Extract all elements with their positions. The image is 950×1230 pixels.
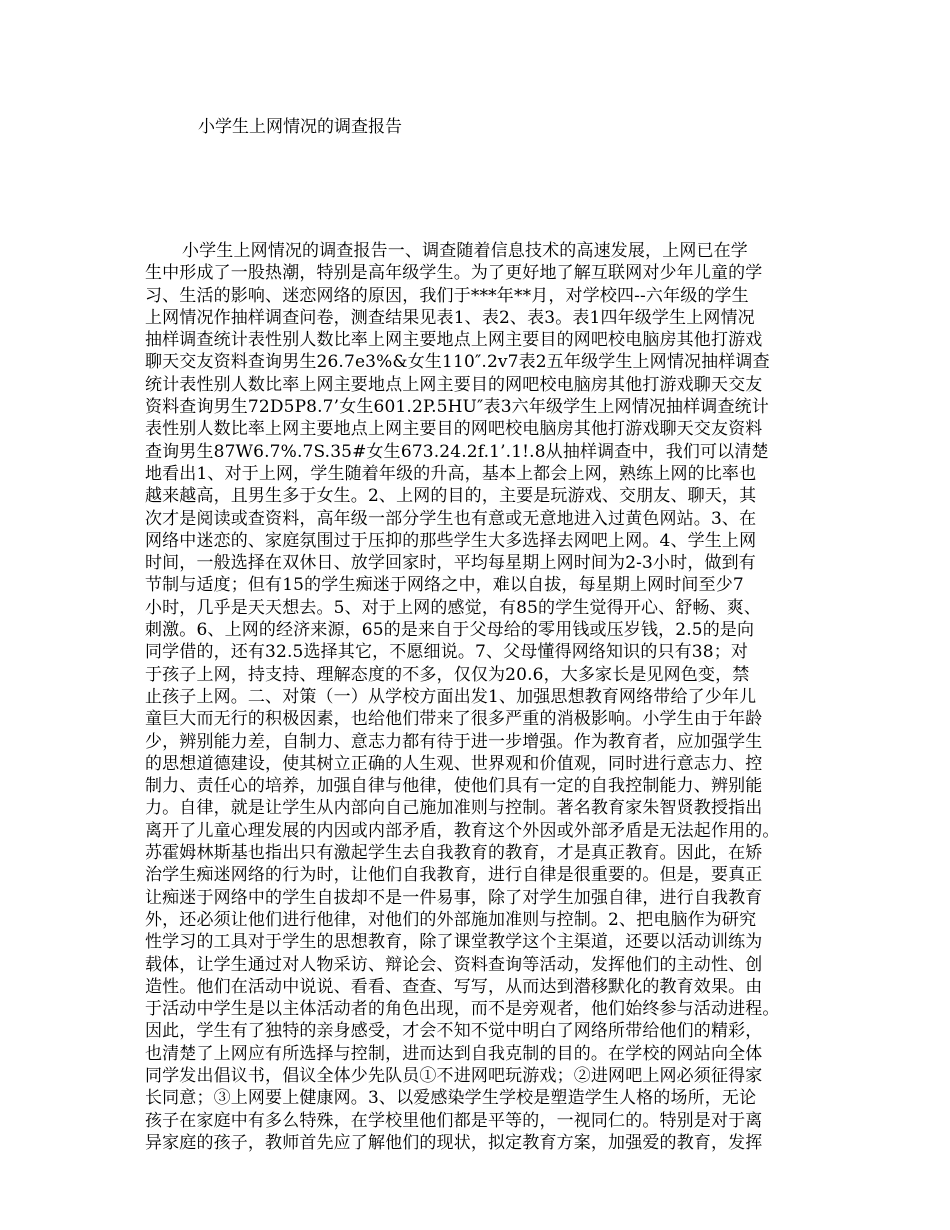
body-line: 地看出1、对于上网，学生随着年级的升高，基本上都会上网，熟练上网的比率也 bbox=[145, 463, 757, 484]
body-line: 于活动中学生是以主体活动者的角色出现，而不是旁观者，他们始终参与活动进程。 bbox=[145, 999, 780, 1020]
body-line: 表性别人数比率上网主要地点上网主要目的网吧校电脑房其他打游戏聊天交友资料 bbox=[145, 419, 763, 440]
body-line: 苏霍姆林斯基也指出只有激起学生去自我教育的教育，才是真正教育。因此，在矫 bbox=[145, 843, 763, 864]
body-line: 童巨大而无行的积极因素，也给他们带来了很多严重的消极影响。小学生由于年龄 bbox=[145, 709, 763, 730]
body-line: 上网情况作抽样调查问卷，测查结果见表1、表2、表3。表1四年级学生上网情况 bbox=[145, 307, 755, 328]
body-line: 习、生活的影响、迷恋网络的原因，我们于***年**月，对学校四--六年级的学生 bbox=[145, 285, 749, 306]
body-line: 越来越高，且男生多于女生。2、上网的目的，主要是玩游戏、交朋友、聊天，其 bbox=[145, 486, 757, 507]
body-line: 次才是阅读或查资料，高年级一部分学生也有意或无意地进入过黄色网站。3、在 bbox=[145, 508, 757, 529]
body-line: 也清楚了上网应有所选择与控制，进而达到自我克制的目的。在学校的网站向全体 bbox=[145, 1043, 763, 1064]
body-line: 抽样调查统计表性别人数比率上网主要地点上网主要目的网吧校电脑房其他打游戏 bbox=[145, 330, 763, 351]
body-line: 于孩子上网，持支持、理解态度的不多，仅仅为20.6，大多家长是见网色变，禁 bbox=[145, 664, 750, 685]
body-line: 孩子在家庭中有多么特殊，在学校里他们都是平等的，一视同仁的。特别是对于离 bbox=[145, 1110, 763, 1131]
body-line: 力。自律，就是让学生从内部向自己施加准则与控制。著名教育家朱智贤教授指出 bbox=[145, 798, 763, 819]
body-line: 造性。他们在活动中说说、看看、查查、写写，从而达到潜移默化的教育效果。由 bbox=[145, 976, 763, 997]
body-line: 刺激。6、上网的经济来源，65的是来自于父母给的零用钱或压岁钱，2.5的是向 bbox=[145, 620, 755, 641]
body-line: 统计表性别人数比率上网主要地点上网主要目的网吧校电脑房其他打游戏聊天交友 bbox=[145, 374, 763, 395]
body-line: 少，辨别能力差，自制力、意志力都有待于进一步增强。作为教育者，应加强学生 bbox=[145, 731, 763, 752]
body-line: 生中形成了一股热潮，特别是高年级学生。为了更好地了解互联网对少年儿童的学 bbox=[145, 263, 763, 284]
body-line: 让痴迷于网络中的学生自拔却不是一件易事，除了对学生加强自律，进行自我教育 bbox=[145, 887, 763, 908]
body-line: 载体，让学生通过对人物采访、辩论会、资料查询等活动，发挥他们的主动性、创 bbox=[145, 954, 763, 975]
body-line: 外，还必须让他们进行他律，对他们的外部施加准则与控制。2、把电脑作为研究 bbox=[145, 909, 757, 930]
body-line: 制力、责任心的培养，加强自律与他律，使他们具有一定的自我控制能力、辨别能 bbox=[145, 776, 763, 797]
document-body bbox=[145, 240, 825, 1154]
body-line: 同学发出倡议书，倡议全体少先队员①不进网吧玩游戏；②进网吧上网必须征得家 bbox=[145, 1065, 763, 1086]
body-line: 小学生上网情况的调查报告一、调查随着信息技术的高速发展，上网已在学 bbox=[182, 241, 748, 261]
body-line: 止孩子上网。二、对策（一）从学校方面出发1、加强思想教育网络带给了少年儿 bbox=[145, 686, 757, 707]
body-line: 查询男生87W6.7%.7S.35#女生673.24.2f.1’.1!.8从抽样调查中，我们可以清楚 bbox=[145, 441, 769, 462]
body-line: 异家庭的孩子，教师首先应了解他们的现状，拟定教育方案，加强爱的教育，发挥 bbox=[145, 1132, 763, 1153]
body-line: 治学生痴迷网络的行为时，让他们自我教育，进行自律是很重要的。但是，要真正 bbox=[145, 865, 763, 886]
body-line: 时间，一般选择在双休日、放学回家时，平均每星期上网时间为2-3小时，做到有 bbox=[145, 553, 756, 574]
body-line: 长同意；③上网要上健康网。3、以爱感染学生学校是塑造学生人格的场所，无论 bbox=[145, 1088, 757, 1109]
document-title: 小学生上网情况的调查报告 bbox=[198, 117, 402, 137]
body-line: 节制与适度；但有15的学生痴迷于网络之中，难以自拔，每星期上网时间至少7 bbox=[145, 575, 744, 596]
body-line: 因此，学生有了独特的亲身感受，才会不知不觉中明白了网络所带给他们的精彩， bbox=[145, 1021, 763, 1042]
body-line: 资料查询男生72D5P8.7’女生601.2P.5HU″表3六年级学生上网情况抽样调查统计 bbox=[145, 397, 769, 418]
body-line: 性学习的工具对于学生的思想教育，除了课堂教学这个主渠道，还要以活动训练为 bbox=[145, 932, 763, 953]
body-line: 离开了儿童心理发展的内因或内部矛盾，教育这个外因或外部矛盾是无法起作用的。 bbox=[145, 820, 780, 841]
body-line: 网络中迷恋的、家庭氛围过于压抑的那些学生大多选择去网吧上网。4、学生上网 bbox=[145, 530, 757, 551]
body-line: 小时，几乎是天天想去。5、对于上网的感觉，有85的学生觉得开心、舒畅、爽、 bbox=[145, 597, 761, 618]
body-line: 的思想道德建设，使其树立正确的人生观、世界观和价值观，同时进行意志力、控 bbox=[145, 753, 763, 774]
body-line: 聊天交友资料查询男生26.7e3%&女生110″.2v7表2五年级学生上网情况抽样调查 bbox=[145, 352, 770, 373]
body-line: 同学借的，还有32.5选择其它，不愿细说。7、父母懂得网络知识的只有38；对 bbox=[145, 642, 748, 663]
